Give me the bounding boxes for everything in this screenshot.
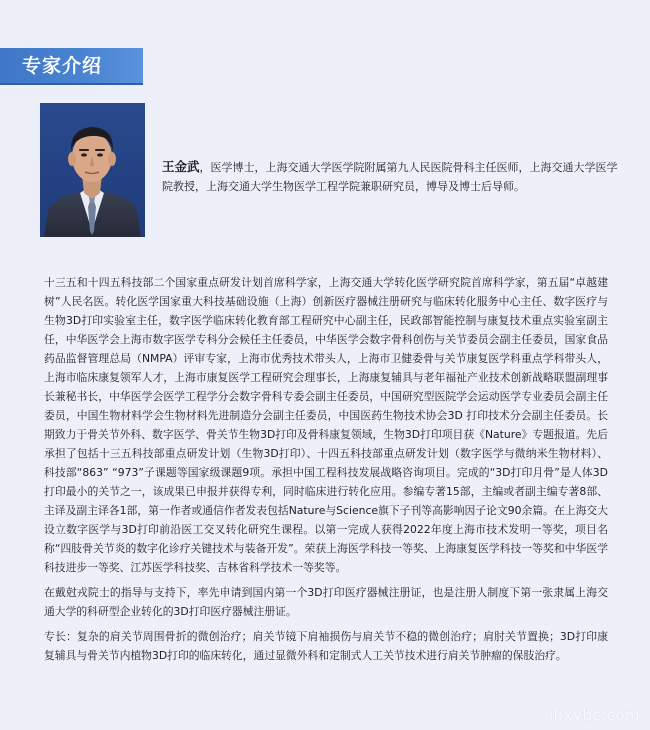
expert-portrait-photo <box>40 103 145 237</box>
section-title: 专家介绍 <box>22 55 103 77</box>
site-watermark: lhxybc.com <box>548 706 640 724</box>
bio-paragraph-registration: 在戴尅戎院士的指导与支持下，率先申请到国内第一个3D打印医疗器械注册证，也是注册人制度下第一张隶属上海交通大学的科研型企业转化的3D打印医疗器械注册证。 <box>44 586 608 618</box>
expert-intro <box>162 157 622 196</box>
portrait-image <box>40 103 145 237</box>
section-header <box>0 48 143 85</box>
expert-intro-text: ，医学博士，上海交通大学医学院附属第九人民医院骨科主任医师，上海交通大学医学院教授，上海交通大学生物医学工程学院兼职研究员，博导及博士后导师。 <box>162 161 618 193</box>
expert-name: 王金武 <box>162 159 200 174</box>
bio-paragraph-achievements: 十三五和十四五科技部二个国家重点研发计划首席科学家，上海交通大学转化医学研究院首席科学家，第五届“卓越建树”人民名医。转化医学国家重大科技基础设施（上海）创新医疗器械注册研究与临床转化服务中心主任、数字医疗与生物3D打印实验室主任，数字医学临床转化教育部工程研究中心副主任，民政部智能控制与康复技术重点实验室副主任，中华医学会上海市数字医学专科分会候任主任委员，中华医学会数字骨科创伤与关节委员会副主任委员，国家食品药品监督管理总局（NMPA）评审专家，上海市优秀技术带头人，上海市卫健委骨与关节康复医学科重点学科带头人，上海市临床康复领军人才，上海市康复医学工程研究会理事长，上海康复辅具与老年福祉产业技术创新战略联盟副理事长兼秘书长，中华医学会医学工程学分会数字骨科专委会副主任委员，中国研究型医院学会运动医学专业委员会副主任委员，中国生物材料学会生物材料先进制造分会副主任委员，中国医药生物技术协会3D 打印技术分会副主任委员。长期致力于骨关节外科、数字医学、骨关节生物3D打印及骨科康复领域，生物3D打印项目获《Nature》专题报道。先后承担了包括十三五科技部重点研发计划（生物3D打印）、十四五科技部重点研发计划（数字医学与微纳米生物材料）、科技部“863” “973”子课题等国家级课题9项。承担中国工程科技发展战略咨询项目。完成的“3D打印月骨”是人体3D打印最小的关节之一，该成果已申报并获得专利，同时临床进行转化应用。参编专著15部，主编或者副主编专著8部、主译及副主译各1部，第一作者或通信作者发表包括Nature与Science旗下子刊等高影响因子论文90余篇。在上海交大设立数字医学与3D打印前沿医工交叉转化研究生课程。以第一完成人获得2022年度上海市技术发明一等奖，项目名称“四肢骨关节炎的数字化诊疗关键技术与装备开发”。荣获上海医学科技一等奖、上海康复医学科技一等奖和中华医学科技进步一等奖、江苏医学科技奖、吉林省科学技术一等奖等。 <box>44 276 608 574</box>
expert-biography <box>44 273 608 671</box>
bio-paragraph-specialty: 专长：复杂的肩关节周围骨折的微创治疗；肩关节镜下肩袖损伤与肩关节不稳的微创治疗；肩肘关节置换；3D打印康复辅具与骨关节内植物3D打印的临床转化，通过显微外科和定制式人工关节技术进行肩关节肿瘤的保肢治疗。 <box>44 630 608 662</box>
